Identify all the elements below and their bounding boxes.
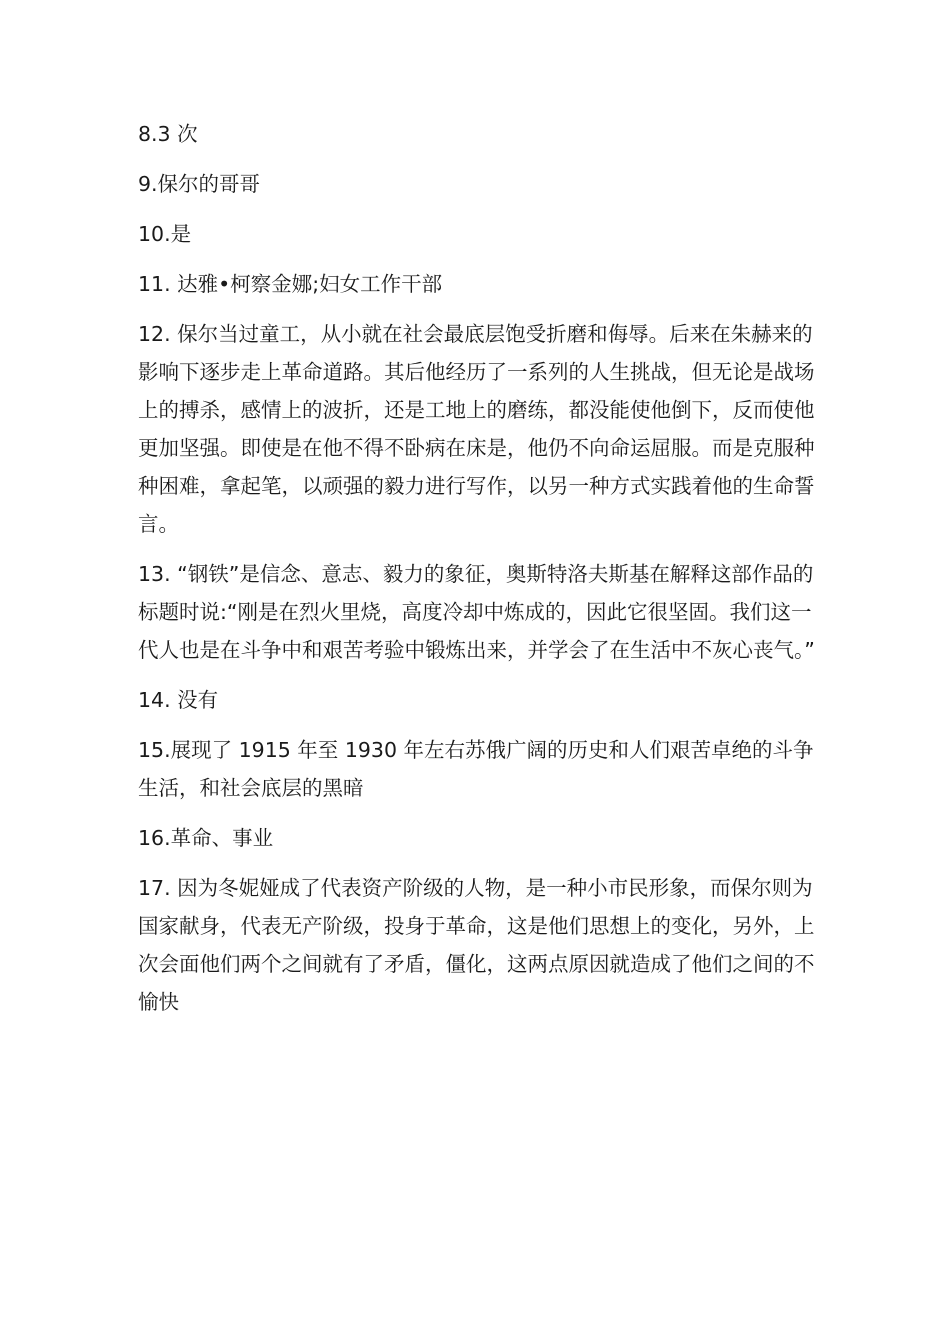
answer-13: 13. “钢铁”是信念、意志、毅力的象征，奥斯特洛夫斯基在解释这部作品的标题时说:“刚是在烈火里烧，高度冷却中炼成的，因此它很坚固。我们这一代人也是在斗争中和艰苦考验中锻炼出来，并学会了在生活中不灰心丧气。” [138, 562, 815, 662]
answer-14: 14. 没有 [138, 688, 219, 712]
answer-8: 8.3 次 [138, 122, 198, 146]
answer-10: 10.是 [138, 222, 192, 246]
answer-11: 11. 达雅•柯察金娜;妇女工作干部 [138, 272, 443, 296]
answer-17: 17. 因为冬妮娅成了代表资产阶级的人物，是一种小市民形象，而保尔则为国家献身，代表无产阶级，投身于革命，这是他们思想上的变化，另外，上次会面他们两个之间就有了矛盾，僵化，这两点原因就造成了他们之间的不愉快 [138, 876, 815, 1014]
answer-12: 12. 保尔当过童工，从小就在社会最底层饱受折磨和侮辱。后来在朱赫来的影响下逐步走上革命道路。其后他经历了一系列的人生挑战，但无论是战场上的搏杀，感情上的波折，还是工地上的磨练，都没能使他倒下，反而使他更加坚强。即使是在他不得不卧病在床是，他仍不向命运屈服。而是克服种种困难，拿起笔，以顽强的毅力进行写作，以另一种方式实践着他的生命誓言。 [138, 322, 815, 536]
answer-15: 15.展现了 1915 年至 1930 年左右苏俄广阔的历史和人们艰苦卓绝的斗争生活，和社会底层的黑暗 [138, 738, 814, 800]
answer-16: 16.革命、事业 [138, 826, 274, 850]
answer-9: 9.保尔的哥哥 [138, 172, 261, 196]
answer-list [138, 115, 828, 1033]
